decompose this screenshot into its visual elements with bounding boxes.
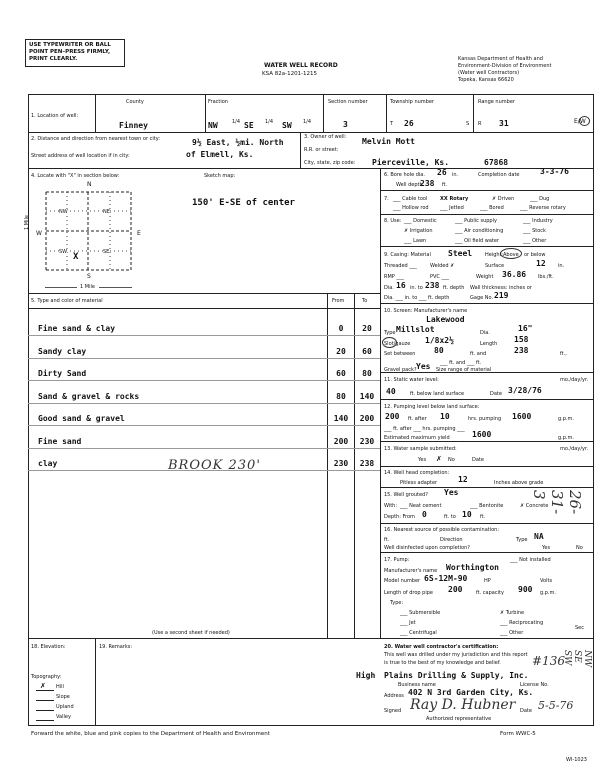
topo-slope: Slope	[56, 694, 70, 700]
material-desc: clay	[38, 459, 58, 468]
slot-label: Slot/gauze	[384, 341, 411, 347]
instruction-text: USE TYPEWRITER OR BALL POINT PEN–PRESS FIRMLY, PRINT CLEARLY.	[29, 42, 111, 62]
screen-label: 10. Screen: Manufacturer's name	[384, 308, 468, 314]
footer-forward: Forward the white, blue and pink copies to the Department of Health and Environment	[31, 731, 270, 737]
material-row-rule	[28, 380, 380, 381]
weight-unit: lbs./ft.	[538, 274, 554, 280]
second-sheet-note: (Use a second sheet if needed)	[152, 630, 230, 636]
rep-label: Authorized representative	[426, 716, 492, 722]
material-row-rule	[28, 448, 380, 449]
range-ew-circle	[579, 116, 590, 126]
screen-type-label: Type	[384, 330, 396, 336]
contamination-direction: Direction	[440, 537, 463, 543]
quadrant-ne: NE	[103, 209, 110, 215]
material-row-rule	[28, 425, 380, 426]
material-to: 80	[362, 369, 372, 378]
owner-zip: 67868	[484, 158, 509, 167]
gravel-label: Gravel pack?	[384, 367, 417, 373]
cert-date-label: Date	[520, 708, 532, 714]
material-desc: Sandy clay	[38, 346, 87, 356]
completion-label: Completion date	[478, 172, 520, 178]
remarks-label: 19. Remarks:	[99, 644, 133, 650]
quadrant-sw: SW	[59, 249, 68, 255]
business-label: Business name	[398, 682, 436, 688]
material-from: 140	[333, 414, 349, 423]
business-address: 402 N 3rd Garden City, Ks.	[408, 688, 534, 697]
method-bored: ___ Bored	[480, 205, 504, 211]
cert-date: 5-5-76	[538, 699, 574, 712]
license-hand: #136	[532, 654, 565, 668]
topography-label: Topography:	[31, 674, 62, 680]
business-name: Plains Drilling & Supply, Inc.	[384, 671, 529, 680]
pump-hp: HP	[484, 578, 491, 584]
pumping-hrs-1: 10	[440, 412, 450, 421]
material-label: 5. Type and color of material	[31, 298, 103, 304]
range-value: 31	[499, 119, 509, 128]
material-from: 200	[333, 436, 349, 446]
pump-model: 6S-12M-90	[424, 574, 468, 583]
distance-line-1: 9½ East, ½mi. North	[192, 138, 284, 147]
range-r: R	[478, 121, 482, 127]
hill-mark: ✗	[40, 682, 46, 690]
method-hollow: ___ Hollow rod	[393, 205, 429, 211]
set-from: 80	[434, 346, 444, 355]
use-label: 8. Use:	[384, 218, 402, 224]
city-label: City, state, zip code:	[304, 160, 356, 166]
pump-gpm: g.p.m.	[540, 590, 556, 596]
static-date: 3/28/76	[508, 386, 542, 395]
casing-dia-to: 238	[425, 281, 440, 290]
pumping-line-2: ___ ft. after ___ hrs. pumping ___	[384, 426, 465, 432]
topo-hill: Hill	[56, 684, 64, 690]
gravel-value: Yes	[416, 362, 431, 371]
county-value: Finney	[119, 121, 148, 130]
form-title: WATER WELL RECORD	[264, 62, 338, 69]
cert-line-1: This well was drilled under my jurisdiction and this report	[384, 652, 528, 658]
head-label: 14. Well head completion:	[384, 470, 450, 476]
set-ft: ft.,	[560, 351, 567, 357]
depth-label: Well depth	[396, 182, 423, 188]
agency-line-3: (Water well Contractors)	[458, 70, 520, 76]
section-value: 3	[343, 120, 348, 129]
disinfected-yes: Yes	[542, 545, 551, 551]
pump-label: 17. Pump:	[384, 557, 410, 563]
material-from: 0	[338, 324, 344, 333]
casing-dia-label: Dia.	[384, 285, 394, 291]
surface-value: 12	[536, 259, 546, 268]
casing-dia-mid: in. to	[410, 285, 423, 291]
well-depth: 238	[420, 179, 435, 188]
static-unit: mo./day/yr.	[560, 377, 589, 383]
owner-label: 3. Owner of well:	[304, 134, 347, 140]
grout-depth-label: Depth: From	[384, 514, 415, 520]
well-location-mark: X	[73, 252, 79, 262]
pump-reciprocating: ___ Reciprocating	[500, 620, 544, 626]
casing-pvc: PVC ___	[430, 274, 450, 280]
static-value: 40	[386, 387, 396, 396]
material-from: 80	[336, 391, 346, 401]
static-label: 11. Static water level:	[384, 377, 439, 383]
pump-type-label: Type:	[390, 600, 404, 606]
township-s: S	[466, 121, 470, 127]
cert-label: 20. Water well contractor's certification:	[384, 644, 499, 650]
grout-label: 15. Well grouted?	[384, 492, 428, 498]
use-lawn: ___ Lawn	[404, 238, 427, 244]
distance-label: 2. Distance and direction from nearest town or city:	[31, 136, 160, 142]
compass-w: W	[36, 230, 42, 237]
material-to: 230	[359, 436, 375, 446]
bore-label: 6. Bore hole dia.	[384, 172, 425, 178]
grout-to-label: ft. to	[444, 514, 456, 520]
set-to: 238	[514, 346, 529, 355]
from-label: From	[332, 298, 345, 304]
margin-note-sec: Sec	[575, 625, 584, 631]
use-stock: ___ Stock	[523, 228, 546, 234]
quadrant-nw: NW	[59, 209, 68, 215]
fraction-label: Fraction	[208, 99, 228, 105]
static-date-label: Date	[490, 391, 502, 397]
grout-with: With:	[384, 503, 398, 509]
address-label: Address	[384, 693, 404, 699]
grout-to: 10	[462, 510, 472, 519]
form-statute: KSA 82a-1201-1215	[262, 71, 318, 77]
screen-type: Millslot	[396, 325, 435, 334]
drop-mid: ft. capacity	[476, 590, 504, 596]
pumping-gpm-unit: g.p.m.	[558, 416, 574, 422]
yield-unit: g.p.m.	[558, 435, 574, 441]
material-desc: Fine sand	[38, 436, 82, 446]
to-label: To	[362, 298, 368, 304]
pitless-label: Pitless adapter	[400, 480, 438, 486]
margin-note-fraction: NW SE SW	[562, 650, 592, 668]
pump-turbine: ✗ Turbine	[500, 610, 525, 616]
material-to: 238	[359, 459, 375, 468]
head-above: Inches above grade	[494, 480, 544, 486]
pump-model-label: Model number	[384, 578, 421, 584]
screen-slot: 1/8x2½	[425, 336, 454, 345]
location-label: 1. Location of well:	[31, 113, 79, 119]
bore-dia-unit: in.	[452, 172, 459, 178]
contamination-type: NA	[534, 532, 544, 541]
method-cable: ___ Cable tool	[393, 196, 428, 202]
depth-unit: ft.	[442, 182, 448, 188]
fraction-1: NW	[208, 121, 218, 130]
height-above: Above	[503, 252, 519, 258]
footer-form: Form WWC-5	[500, 731, 536, 737]
sample-no: No	[448, 457, 455, 463]
use-domestic: ___ Domestic	[404, 218, 437, 224]
casing-dia-end: ft. depth	[443, 285, 465, 291]
pump-not-installed: ___ Not installed	[510, 557, 551, 563]
grout-from: 0	[422, 510, 427, 519]
range-label: Range number	[478, 99, 515, 105]
material-row-rule	[28, 358, 380, 359]
casing-weight: 36.86	[502, 270, 527, 279]
township-value: 26	[404, 119, 414, 128]
contamination-label: 16. Nearest source of possible contamination:	[384, 527, 500, 533]
method-dug: ___ Dug	[530, 196, 550, 202]
use-irrigation: ✗ Irrigation	[404, 228, 433, 234]
footer-code: WI-1023	[566, 757, 587, 763]
casing-welded: Welded ✗	[430, 263, 455, 269]
business-prefix: High	[356, 671, 376, 680]
quarter-2: 1/4	[265, 119, 274, 125]
material-desc: Dirty Sand	[38, 369, 87, 378]
grout-value: Yes	[444, 488, 459, 497]
pumping-ft-1: 200	[385, 412, 400, 421]
sample-yes: Yes	[418, 457, 427, 463]
surface-unit: in.	[558, 263, 565, 269]
material-from: 60	[336, 369, 346, 378]
material-from: 230	[333, 459, 349, 468]
surface-label: Surface	[485, 263, 505, 269]
signature: Ray D. Hubner	[410, 697, 516, 713]
county-label: County	[126, 99, 144, 105]
yield-label: Estimated maximum yield	[384, 435, 450, 441]
pump-mfr: Worthington	[446, 563, 499, 572]
compass-n: N	[87, 181, 92, 188]
material-to: 140	[359, 391, 375, 401]
material-row-rule	[28, 335, 380, 336]
set-between-2: ___ ft. and ___ ft.	[440, 360, 482, 366]
sample-unit: mo./day/yr.	[560, 446, 589, 452]
disinfected-label: Well disinfected upon completion?	[384, 545, 470, 551]
agency-line-4: Topeka, Kansas 66620	[458, 77, 514, 83]
screen-dia: 16"	[518, 324, 533, 333]
yield-value: 1600	[472, 430, 492, 439]
method-number: 7.	[384, 196, 389, 202]
completion-date: 3-3-76	[540, 167, 569, 176]
pumping-hrs-label: hrs. pumping	[468, 416, 502, 422]
material-to: 60	[362, 346, 372, 356]
drop-value: 200	[448, 585, 463, 594]
pump-capacity: 900	[518, 585, 533, 594]
use-air: ___ Air conditioning	[455, 228, 504, 234]
sample-label: 13. Water sample submitted:	[384, 446, 457, 452]
quarter-3: 1/4	[303, 119, 312, 125]
weight-label: Weight	[476, 274, 494, 280]
grout-bentonite: ___ Bentonite	[470, 503, 504, 509]
township-label: Township number	[390, 99, 434, 105]
casing-dia-2: Dia. ___ in. to ___ ft. depth	[384, 295, 450, 301]
use-industry: ___ Industry	[523, 218, 553, 224]
quarter-1: 1/4	[232, 119, 241, 125]
screen-manufacturer: Lakewood	[426, 315, 465, 324]
sample-x: ✗	[436, 455, 442, 463]
material-desc: Sand & gravel & rocks	[38, 391, 140, 401]
disinfected-no: No	[576, 545, 583, 551]
license-label: License No.	[520, 682, 549, 688]
compass-s: S	[87, 273, 91, 280]
distance-line-2: of Elmell, Ks.	[186, 150, 254, 159]
owner-name: Melvin Mott	[362, 137, 415, 146]
street-address-label: Street address of well location if in city:	[31, 153, 130, 159]
use-other: ___ Other	[523, 238, 547, 244]
head-height: 12	[458, 475, 468, 484]
pump-submersible: ___ Submersible	[400, 610, 441, 616]
slot-circle	[382, 337, 397, 348]
contamination-ft: ft.	[384, 537, 390, 543]
owner-city: Pierceville, Ks.	[372, 158, 450, 167]
screen-length-label: Length	[480, 341, 498, 347]
mile-label-bottom: 1 Mile	[80, 284, 95, 290]
set-between-label: Set between	[384, 351, 416, 357]
pump-other: ___ Other	[500, 630, 524, 636]
rr-label: R.R. or street:	[304, 147, 339, 153]
grout-neat: ___ Neat cement	[400, 503, 442, 509]
screen-dia-label: Dia.	[480, 330, 490, 336]
casing-material: Steel	[448, 249, 473, 258]
topo-valley: Valley	[56, 714, 71, 720]
mile-label-side: 1 Mile	[24, 215, 30, 230]
instruction-box	[25, 39, 125, 67]
compass-e: E	[137, 230, 141, 237]
method-jetted: ___ Jetted	[440, 205, 464, 211]
casing-threaded: Threaded ___	[384, 263, 417, 269]
pump-centrifugal: ___ Centrifugal	[400, 630, 437, 636]
material-note: BROOK 230'	[168, 458, 261, 473]
method-rotary: XX Rotary	[440, 196, 469, 202]
screen-length: 158	[514, 335, 529, 344]
set-and: ft. and	[470, 351, 487, 357]
method-driven: ✗ Driven	[492, 196, 515, 202]
height-above-circle	[500, 248, 522, 259]
fraction-3: SW	[282, 121, 292, 130]
margin-note-township: 26-31-3	[530, 490, 584, 515]
locate-label: 4. Locate with "X" in section below:	[31, 173, 120, 179]
township-t: T	[390, 121, 394, 127]
casing-rmp: RMP ___	[384, 274, 404, 280]
grout-concrete: ✗ Concrete	[520, 503, 549, 509]
pumping-after-1: ft. after	[408, 416, 427, 422]
material-from: 20	[336, 346, 346, 356]
sample-date: Date	[472, 457, 484, 463]
pumping-gpm-1: 1600	[512, 412, 532, 421]
material-to: 200	[359, 414, 375, 423]
contamination-type-label: Type	[516, 537, 528, 543]
drop-label: Length of drop pipe	[384, 590, 433, 596]
height-below: or below	[524, 252, 546, 258]
casing-label: 9. Casing: Material	[384, 252, 431, 258]
material-desc: Good sand & gravel	[38, 414, 125, 423]
pump-mfr-label: Manufacturer's name	[384, 568, 438, 574]
agency-line-2: Environment-Division of Environment	[458, 63, 552, 69]
quadrant-se: SE	[103, 249, 110, 255]
topo-upland: Upland	[56, 704, 74, 710]
method-reverse: ___ Reverse rotary	[520, 205, 566, 211]
gauge-label: Gage No.	[470, 295, 494, 301]
fraction-2: SE	[244, 121, 254, 130]
section-label: Section number	[328, 99, 368, 105]
use-public: ___ Public supply	[455, 218, 497, 224]
static-below: ft. below land surface	[410, 391, 465, 397]
material-to: 20	[362, 324, 372, 333]
bore-dia: 26	[437, 168, 447, 177]
gravel-size: Size range of material	[436, 367, 492, 373]
signed-label: Signed	[384, 708, 402, 714]
gauge-value: 219	[494, 291, 509, 300]
grout-ft: ft.	[480, 514, 486, 520]
sketch-label: Sketch map:	[204, 173, 236, 179]
pumping-label: 12. Pumping level below land surface:	[384, 404, 480, 410]
cert-line-2: is true to the best of my knowledge and belief.	[384, 660, 501, 666]
elevation-label: 18. Elevation:	[31, 644, 66, 650]
material-row-rule	[28, 403, 380, 404]
casing-wall: Wall thickness: inches or	[470, 285, 532, 291]
height-label: Height:	[485, 252, 504, 258]
sketch-text: 150' E-SE of center	[192, 198, 295, 208]
use-oil: ___ Oil field water	[455, 238, 500, 244]
pump-volts: Volts	[540, 578, 553, 584]
material-desc: Fine sand & clay	[38, 324, 116, 333]
range-ew: E/W	[574, 118, 586, 125]
pump-jet: ___ Jet	[400, 620, 416, 626]
section-grid	[45, 191, 132, 271]
casing-dia: 16	[396, 281, 406, 290]
agency-line-1: Kansas Department of Health and	[458, 56, 543, 62]
